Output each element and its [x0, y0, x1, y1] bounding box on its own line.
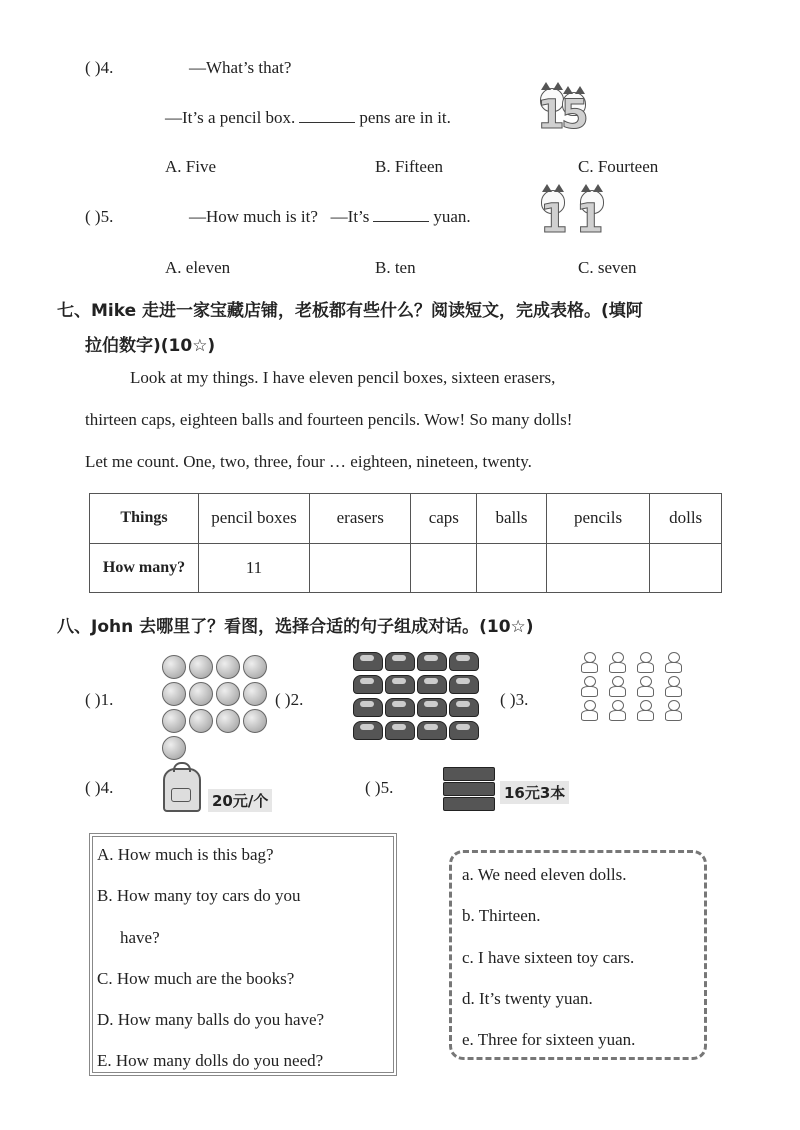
question-option-a: A. How much is this bag?	[97, 845, 274, 864]
number-clue-picture: 15	[537, 92, 585, 138]
toy-car-icon	[385, 698, 415, 717]
ball-icon	[162, 736, 186, 760]
doll-icon	[634, 676, 656, 696]
table-cell-pencils[interactable]	[546, 543, 649, 593]
item-1-number: ( )1.	[85, 690, 114, 709]
table-cell-dolls[interactable]	[650, 543, 722, 593]
table-header-cell: pencils	[546, 494, 649, 544]
table-cell-caps[interactable]	[411, 543, 477, 593]
q4-answer-blank[interactable]	[299, 108, 355, 123]
ball-icon	[189, 709, 213, 733]
bag-price-tag: 20元/个	[208, 789, 272, 812]
item-2-number: ( )2.	[275, 690, 304, 709]
q5-option-a: A. eleven	[165, 258, 231, 277]
doll-icon	[578, 676, 600, 696]
item-5-number: ( )5.	[365, 778, 394, 797]
q4-option-a: A. Five	[165, 157, 216, 176]
question-options-box	[89, 833, 397, 1076]
ball-icon	[216, 655, 240, 679]
q4-number: ( )4.	[85, 58, 114, 77]
toy-car-icon	[449, 675, 479, 694]
dolls-picture	[578, 652, 686, 720]
doll-icon	[662, 700, 684, 720]
table-row-label: How many?	[90, 543, 199, 593]
q5-option-c: C. seven	[578, 258, 637, 277]
table-header-cell: Things	[90, 494, 199, 544]
toy-car-icon	[385, 721, 415, 740]
answer-option-e: e. Three for sixteen yuan.	[462, 1030, 636, 1049]
q5-number: ( )5.	[85, 207, 114, 226]
answer-option-c: c. I have sixteen toy cars.	[462, 948, 635, 967]
ball-icon	[216, 682, 240, 706]
toy-car-icon	[353, 675, 383, 694]
doll-icon	[606, 652, 628, 672]
toy-car-icon	[417, 698, 447, 717]
ball-icon	[189, 655, 213, 679]
number-clue-picture: 11	[540, 196, 612, 242]
books-icon	[443, 767, 495, 809]
q4-line2-text-b: pens are in it.	[359, 108, 451, 127]
doll-icon	[662, 652, 684, 672]
toy-car-icon	[449, 698, 479, 717]
table-header-cell: caps	[411, 494, 477, 544]
doll-icon	[578, 652, 600, 672]
ball-icon	[162, 709, 186, 733]
answer-option-d: d. It’s twenty yuan.	[462, 989, 593, 1008]
item-3-number: ( )3.	[500, 690, 529, 709]
toy-car-icon	[417, 652, 447, 671]
passage-line-3: Let me count. One, two, three, four … eighteen, nineteen, twenty.	[85, 452, 532, 471]
table-cell-pencil-boxes[interactable]: 11	[199, 543, 310, 593]
doll-icon	[606, 676, 628, 696]
book-icon	[443, 767, 495, 781]
section7-title-line2: 拉伯数字)(10☆)	[85, 336, 216, 356]
q4-option-b: B. Fifteen	[375, 157, 443, 176]
ball-icon	[216, 709, 240, 733]
question-option-c: C. How much are the books?	[97, 969, 295, 988]
toy-car-icon	[353, 652, 383, 671]
question-option-b-cont: have?	[120, 928, 160, 947]
table-cell-balls[interactable]	[477, 543, 547, 593]
toy-cars-picture	[353, 652, 479, 740]
ball-icon	[162, 682, 186, 706]
q4-line1: —What’s that?	[189, 58, 292, 77]
toy-car-icon	[417, 675, 447, 694]
doll-icon	[578, 700, 600, 720]
schoolbag-icon	[163, 768, 201, 812]
book-icon	[443, 797, 495, 811]
balls-picture	[162, 655, 267, 760]
ball-icon	[243, 655, 267, 679]
passage-line-1: Look at my things. I have eleven pencil boxes, sixteen erasers,	[130, 368, 556, 387]
question-option-d: D. How many balls do you have?	[97, 1010, 325, 1029]
question-option-e: E. How many dolls do you need?	[97, 1051, 324, 1070]
ball-icon	[243, 709, 267, 733]
question-option-b: B. How many toy cars do you	[97, 886, 301, 905]
table-cell-erasers[interactable]	[310, 543, 411, 593]
section8-title: 八、John 去哪里了？看图，选择合适的句子组成对话。(10☆)	[57, 617, 534, 637]
table-header-cell: dolls	[650, 494, 722, 544]
answer-option-b: b. Thirteen.	[462, 906, 541, 925]
section7-title-line1: 七、Mike 走进一家宝藏店铺，老板都有些什么？阅读短文，完成表格。(填阿	[57, 301, 643, 321]
book-icon	[443, 782, 495, 796]
ball-icon	[189, 682, 213, 706]
toy-car-icon	[417, 721, 447, 740]
q4-option-c: C. Fourteen	[578, 157, 659, 176]
table-header-cell: pencil boxes	[199, 494, 310, 544]
table-header-row	[90, 494, 722, 544]
ball-icon	[243, 682, 267, 706]
passage-line-2: thirteen caps, eighteen balls and fourteen pencils. Wow! So many dolls!	[85, 410, 573, 429]
doll-icon	[606, 700, 628, 720]
toy-car-icon	[385, 675, 415, 694]
q4-line2	[165, 108, 451, 128]
table-header-cell: erasers	[310, 494, 411, 544]
toy-car-icon	[449, 721, 479, 740]
table-header-cell: balls	[477, 494, 547, 544]
toy-car-icon	[385, 652, 415, 671]
q5-option-b: B. ten	[375, 258, 416, 277]
toy-car-icon	[353, 721, 383, 740]
toy-car-icon	[353, 698, 383, 717]
q5-text-c: yuan.	[433, 207, 471, 226]
q5-text-b: —It’s	[330, 207, 370, 226]
books-price-tag: 16元3本	[500, 781, 569, 804]
q5-text-a: —How much is it?	[189, 207, 318, 226]
q4-line2-text-a: —It’s a pencil box.	[165, 108, 296, 127]
table-row	[90, 543, 722, 593]
doll-icon	[634, 652, 656, 672]
ball-icon	[162, 655, 186, 679]
doll-icon	[634, 700, 656, 720]
things-table	[89, 493, 722, 593]
doll-icon	[662, 676, 684, 696]
item-4-number: ( )4.	[85, 778, 114, 797]
q5-line1	[189, 207, 471, 227]
q5-answer-blank[interactable]	[373, 207, 429, 222]
answer-option-a: a. We need eleven dolls.	[462, 865, 627, 884]
toy-car-icon	[449, 652, 479, 671]
